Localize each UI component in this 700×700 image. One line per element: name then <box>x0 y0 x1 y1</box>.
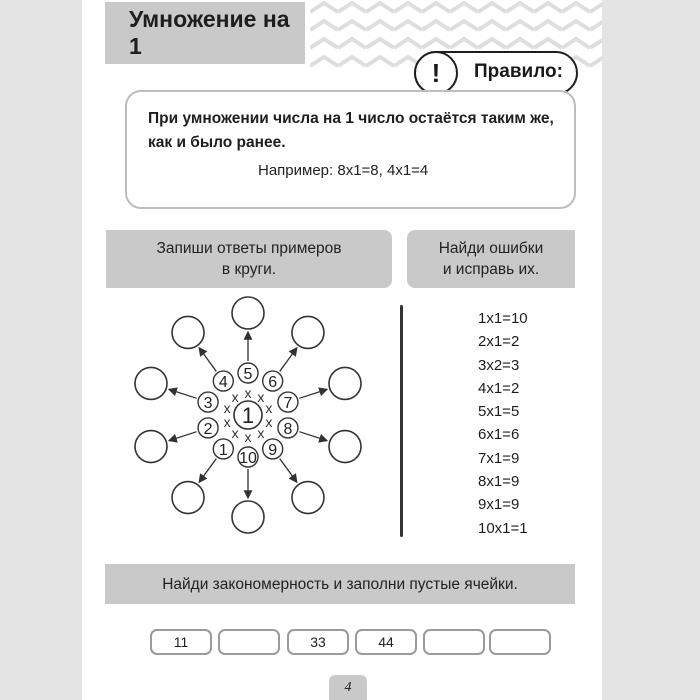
answer-circle[interactable] <box>232 501 264 533</box>
answer-circle[interactable] <box>329 431 361 463</box>
multiply-sign: x <box>257 389 265 406</box>
multiplier-number: 8 <box>283 420 293 438</box>
multiply-sign: x <box>223 400 231 417</box>
equation-item: 5x1=5 <box>478 403 520 421</box>
sequence-cell-empty[interactable] <box>489 629 551 655</box>
equation-item: 10x1=1 <box>478 519 528 537</box>
multiplier-number: 1 <box>218 441 228 459</box>
answer-circle[interactable] <box>292 482 324 514</box>
rule-text-line1: При умножении числа на 1 число остаётся таким же, <box>148 110 554 127</box>
equation-item: 6x1=6 <box>478 426 520 444</box>
multiply-sign: x <box>231 389 239 406</box>
arrow-icon <box>169 432 197 441</box>
arrow-icon <box>299 432 327 441</box>
multiplier-number: 2 <box>203 420 213 438</box>
sequence-cell: 33 <box>287 629 349 655</box>
rule-example: Например: 8x1=8, 4x1=4 <box>258 162 429 179</box>
equation-item: 8x1=9 <box>478 473 520 491</box>
exclamation-icon: ! <box>414 51 458 95</box>
task2-instruction <box>407 230 575 288</box>
equation-item: 4x1=2 <box>478 379 520 397</box>
answer-circle[interactable] <box>232 297 264 329</box>
multiplier-number: 3 <box>203 395 213 413</box>
multiplier-number: 4 <box>218 374 228 392</box>
equation-item: 2x1=2 <box>478 333 520 351</box>
multiplier-number: 10 <box>239 450 257 467</box>
rule-text-line2: как и было ранее. <box>148 134 286 151</box>
equation-item: 7x1=9 <box>478 449 520 467</box>
multiply-sign: x <box>265 400 273 417</box>
multiply-sign: x <box>223 413 231 430</box>
multiplier-number: 5 <box>243 366 253 383</box>
equation-item: 9x1=9 <box>478 496 520 514</box>
task3-instruction: Найди закономерность и заполни пустые ячейки. <box>105 564 575 604</box>
multiplication-wheel <box>118 289 378 549</box>
answer-circle[interactable] <box>172 482 204 514</box>
answer-circle[interactable] <box>135 367 167 399</box>
answer-circle[interactable] <box>292 316 324 348</box>
rule-label-text: Правило: <box>474 61 563 82</box>
sequence-cell-empty[interactable] <box>423 629 485 655</box>
column-divider <box>400 305 403 537</box>
answer-circle[interactable] <box>329 367 361 399</box>
multiplier-number: 7 <box>283 395 293 413</box>
equation-item: 3x2=3 <box>478 356 520 374</box>
center-number: 1 <box>241 403 255 428</box>
arrow-icon <box>280 459 297 482</box>
task1-line1: Запиши ответы примеров <box>156 240 342 257</box>
sequence-cell: 11 <box>150 629 212 655</box>
multiply-sign: x <box>244 429 252 445</box>
multiplier-number: 9 <box>268 441 278 459</box>
multiply-sign: x <box>244 385 252 401</box>
equation-item: 1x1=10 <box>478 310 528 327</box>
sequence-cell-empty[interactable] <box>218 629 280 655</box>
rule-label <box>414 51 578 95</box>
multiply-sign: x <box>265 413 273 430</box>
multiplier-number: 6 <box>268 374 278 392</box>
task2-line1: Найди ошибки <box>438 240 544 257</box>
multiply-sign: x <box>257 424 265 441</box>
arrow-icon <box>299 389 327 398</box>
answer-circle[interactable] <box>172 316 204 348</box>
sequence-cell: 44 <box>355 629 417 655</box>
arrow-icon <box>199 348 216 371</box>
multiply-sign: x <box>231 424 239 441</box>
arrow-icon <box>280 348 297 371</box>
page-number: 4 <box>329 675 367 700</box>
task1-line2: в круги. <box>221 261 277 278</box>
equation-list <box>478 307 528 540</box>
task1-instruction <box>106 230 392 288</box>
arrow-icon <box>199 459 216 482</box>
page-title: Умножение на 1 <box>105 2 305 64</box>
task2-line2: и исправь их. <box>442 261 540 278</box>
arrow-icon <box>169 389 197 398</box>
answer-circle[interactable] <box>135 431 167 463</box>
